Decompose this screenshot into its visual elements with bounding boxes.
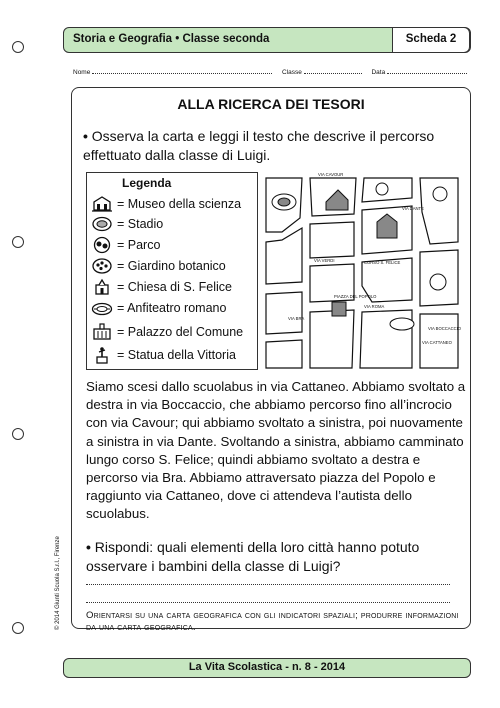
bullet: • xyxy=(83,128,88,144)
map-block xyxy=(266,292,305,334)
header-bar xyxy=(63,27,471,53)
amphitheater-marker xyxy=(390,318,414,330)
legend-item: = Parco xyxy=(91,235,160,255)
student-fields xyxy=(73,67,473,76)
stadium-marker xyxy=(278,198,290,206)
question-1-text: Osserva la carta e leggi il testo che descrive il percorso effettuato dalla classe di Luigi. xyxy=(83,128,435,163)
copyright-notice: © 2014 Giunti Scuola S.r.l., Firenze xyxy=(55,536,61,630)
answer-line[interactable] xyxy=(86,601,450,603)
city-map xyxy=(262,172,461,370)
legend-title: Legenda xyxy=(122,176,172,190)
map-block xyxy=(266,228,302,284)
museum-icon xyxy=(91,195,113,213)
scheda-label: Scheda 2 xyxy=(392,27,470,53)
bullet: • xyxy=(86,539,91,555)
name-field[interactable] xyxy=(92,67,272,74)
binder-hole xyxy=(12,236,24,248)
question-2-text: Rispondi: quali elementi della loro città hanno potuto osservare i bambini della classe di Luigi? xyxy=(86,539,420,574)
legend-item: = Palazzo del Comune xyxy=(91,322,243,342)
class-field[interactable] xyxy=(304,67,362,74)
legend-item: = Anfiteatro romano xyxy=(91,298,226,318)
question-1 xyxy=(83,127,463,165)
legend-item: = Chiesa di S. Felice xyxy=(91,277,232,297)
name-label: Nome xyxy=(73,69,91,76)
binder-hole xyxy=(12,41,24,53)
street-label: VIA VERDI xyxy=(314,258,335,263)
amphitheater-icon xyxy=(91,299,113,317)
map-block xyxy=(310,222,354,258)
legend-item: = Museo della scienza xyxy=(91,194,241,214)
church-icon xyxy=(91,278,113,296)
subject-label: Storia e Geografia • Classe seconda xyxy=(73,33,270,45)
stadium-icon xyxy=(91,215,113,233)
legend-item: = Giardino botanico xyxy=(91,256,226,276)
street-label: VIA CAVOUR xyxy=(318,172,344,177)
worksheet-title: ALLA RICERCA DEI TESORI xyxy=(177,96,365,112)
learning-objective: Orientarsi su una carta geografica con gli indicatori spaziali; produrre informazioni da una carta geografica. xyxy=(86,610,459,633)
binder-hole xyxy=(12,622,24,634)
street-label: CORSO S. FELICE xyxy=(364,260,401,265)
binder-hole xyxy=(12,428,24,440)
park-icon xyxy=(91,236,113,254)
answer-line[interactable] xyxy=(86,583,450,585)
date-field[interactable] xyxy=(387,67,467,74)
date-label: Data xyxy=(371,69,386,76)
street-label: VIA BOCCACCIO xyxy=(428,326,461,331)
street-label: VIA DANTE xyxy=(402,206,424,211)
street-label: VIA BRA xyxy=(288,316,305,321)
street-label: VIA CATTANEO xyxy=(422,340,452,345)
map-block xyxy=(266,340,302,368)
street-label: PIAZZA DEL POPOLO xyxy=(334,294,377,299)
map-block xyxy=(310,310,354,368)
garden-marker xyxy=(430,274,446,290)
class-label: Classe xyxy=(281,69,302,76)
palace-icon xyxy=(91,323,113,341)
palace-marker xyxy=(332,302,346,316)
statue-icon xyxy=(91,346,113,364)
question-2 xyxy=(86,538,466,576)
footer-bar: La Vita Scolastica - n. 8 - 2014 xyxy=(63,658,471,678)
park-marker xyxy=(433,187,447,201)
legend-item: = Stadio xyxy=(91,214,163,234)
garden-icon xyxy=(91,257,113,275)
street-label: VIA ROMA xyxy=(364,304,385,309)
legend-item: = Statua della Vittoria xyxy=(91,345,236,365)
route-text: Siamo scesi dallo scuolabus in via Cattaneo. Abbiamo svoltato a destra in via Boccaccio, che abbiamo percorso fino all’incrocio con via Cavour; qui abbiamo svoltato a sinistra, poi nuovamente a sinistra in via Dante. Svoltando a sinistra, abbiamo camminato lungo corso S. Felice; quindi abbiamo svoltato a destra e percorso via Bra. Abbiamo attraversato piazza del Popolo e raggiunto via Cattaneo, dove ci attendeva l’autista dello scuolabus. xyxy=(86,379,466,522)
park-marker xyxy=(376,183,388,195)
